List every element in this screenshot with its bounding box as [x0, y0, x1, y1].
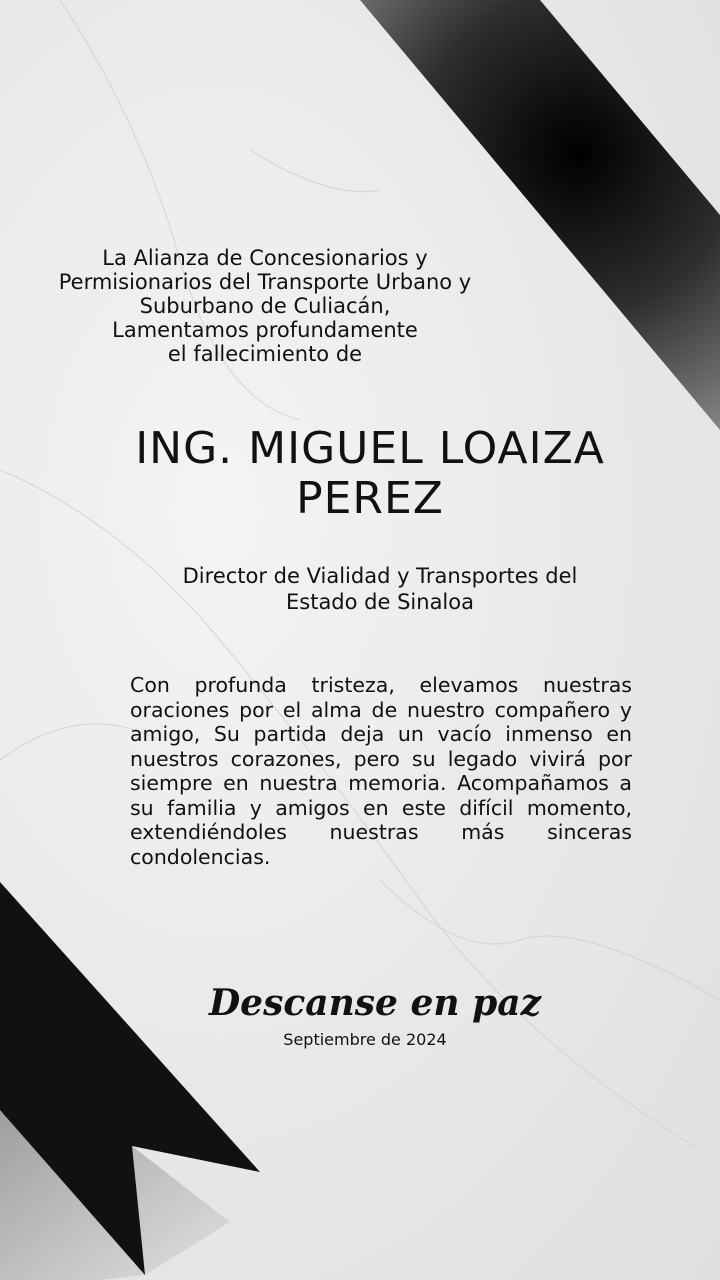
- intro-line: La Alianza de Concesionarios y: [102, 246, 428, 270]
- role-line: Estado de Sinaloa: [286, 590, 474, 614]
- deceased-role: [140, 563, 620, 615]
- condolence-message: Con profunda tristeza, elevamos nuestras oraciones por el alma de nuestro compañero y amigo, Su partida deja un vacío inmenso en nuestros corazones, pero su legado vivirá por siempre en nuestra memoria. Acompañamos a su familia y amigos en este difícil momento, extendiéndoles nuestras más sinceras condolencias.: [130, 673, 632, 869]
- intro-text: [20, 246, 510, 366]
- closing-title: Descanse en paz: [208, 982, 542, 1024]
- intro-line: Lamentamos profundamente: [112, 318, 418, 342]
- date-text: Septiembre de 2024: [283, 1030, 447, 1049]
- intro-line: Suburbano de Culiacán,: [139, 294, 391, 318]
- intro-line: el fallecimiento de: [167, 342, 363, 366]
- name-line: PEREZ: [296, 473, 444, 524]
- role-line: Director de Vialidad y Transportes del: [182, 564, 578, 588]
- intro-line: Permisionarios del Transporte Urbano y: [58, 270, 472, 294]
- name-line: ING. MIGUEL LOAIZA: [135, 423, 605, 474]
- deceased-name: [100, 424, 640, 524]
